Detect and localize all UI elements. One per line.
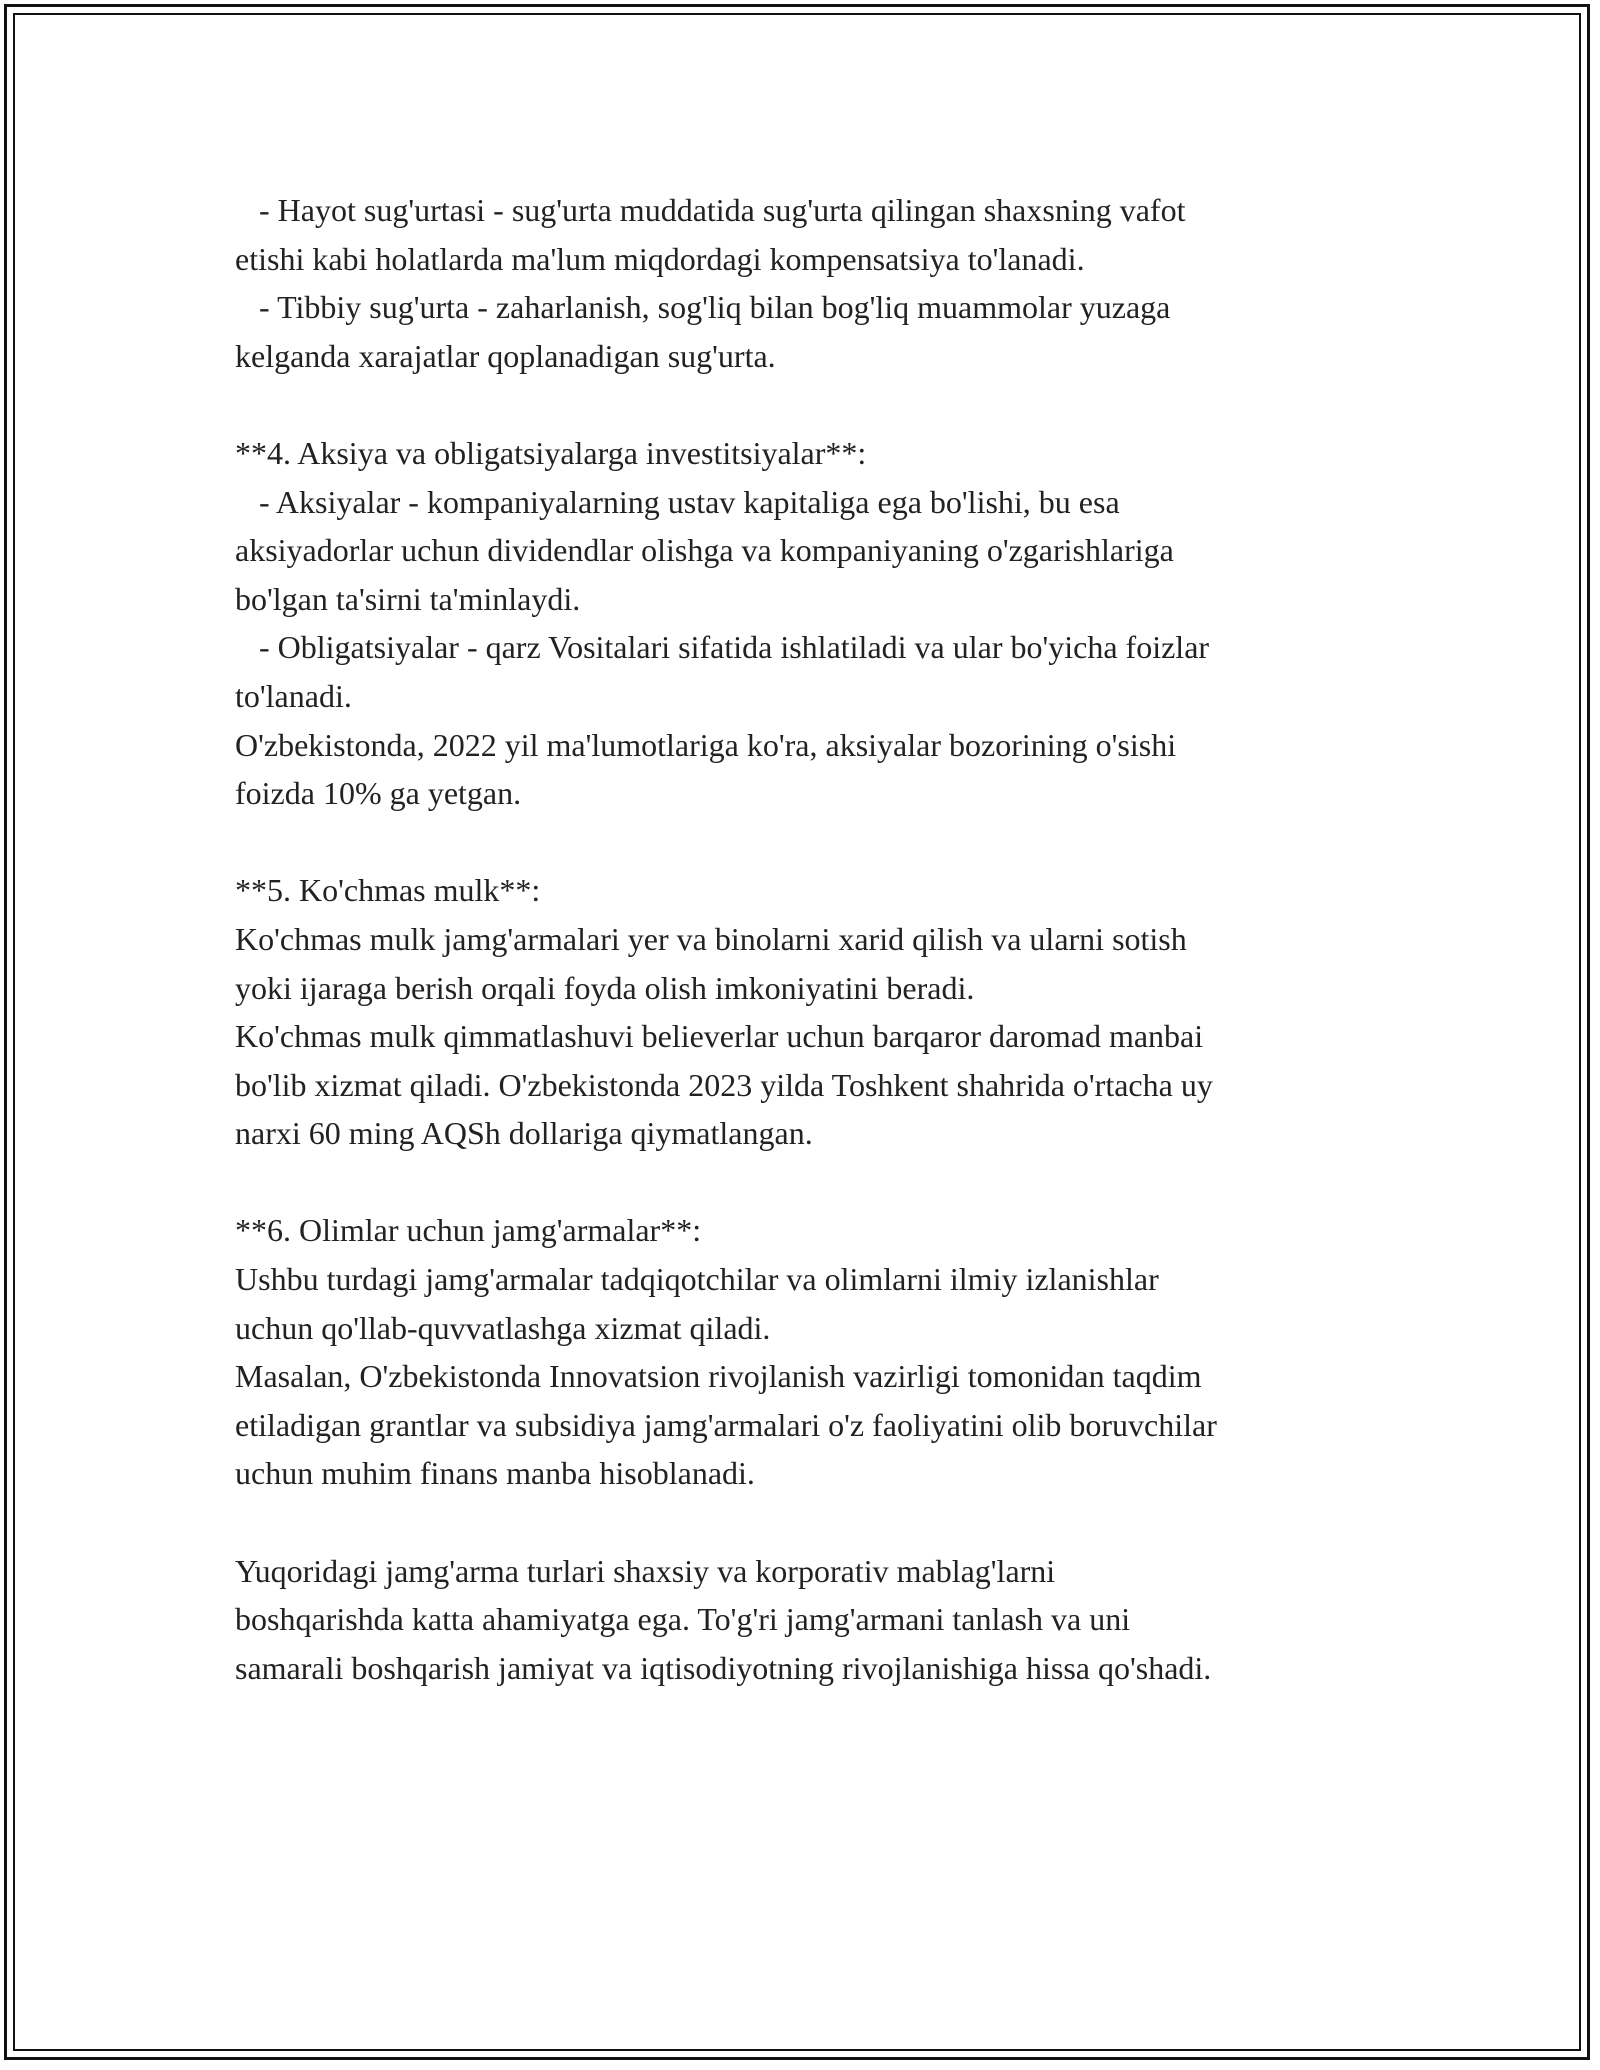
text-line: O'zbekistonda, 2022 yil ma'lumotlariga ko'ra, aksiyalar bozorining o'sishi bbox=[235, 726, 1177, 763]
document-body bbox=[235, 186, 1395, 1692]
text-line: yoki ijaraga berish orqali foyda olish imkoniyatini beradi. bbox=[235, 969, 975, 1006]
text-line: to'lanadi. bbox=[235, 677, 352, 714]
section-heading: **6. Olimlar uchun jamg'armalar**: bbox=[235, 1212, 702, 1249]
text-line: Masalan, O'zbekistonda Innovatsion rivojlanish vazirligi tomonidan taqdim bbox=[235, 1358, 1202, 1395]
text-line: - Tibbiy sug'urta - zaharlanish, sog'liq bilan bog'liq muammolar yuzaga bbox=[235, 289, 1171, 326]
section-heading: **4. Aksiya va obligatsiyalarga investitsiyalar**: bbox=[235, 434, 867, 471]
text-line: Yuqoridagi jamg'arma turlari shaxsiy va korporativ mablag'larni bbox=[235, 1552, 1056, 1589]
section-heading: **5. Ko'chmas mulk**: bbox=[235, 872, 541, 909]
text-line: etiladigan grantlar va subsidiya jamg'armalari o'z faoliyatini olib boruvchilar bbox=[235, 1406, 1217, 1443]
text-line: narxi 60 ming AQSh dollariga qiymatlangan. bbox=[235, 1115, 813, 1152]
blank-line bbox=[235, 380, 1395, 429]
text-line: Ko'chmas mulk qimmatlashuvi believerlar uchun barqaror daromad manbai bbox=[235, 1018, 1204, 1055]
text-line: etishi kabi holatlarda ma'lum miqdordagi kompensatsiya to'lanadi. bbox=[235, 240, 1085, 277]
blank-line bbox=[235, 1158, 1395, 1207]
text-line: aksiyadorlar uchun dividendlar olishga va kompaniyaning o'zgarishlariga bbox=[235, 532, 1174, 569]
text-line: bo'lgan ta'sirni ta'minlaydi. bbox=[235, 580, 581, 617]
blank-line bbox=[235, 818, 1395, 867]
text-line: Ushbu turdagi jamg'armalar tadqiqotchilar va olimlarni ilmiy izlanishlar bbox=[235, 1261, 1159, 1298]
text-line: samarali boshqarish jamiyat va iqtisodiyotning rivojlanishiga hissa qo'shadi. bbox=[235, 1649, 1212, 1686]
blank-line bbox=[235, 1498, 1395, 1547]
text-line: kelganda xarajatlar qoplanadigan sug'urta. bbox=[235, 337, 776, 374]
text-line: uchun qo'llab-quvvatlashga xizmat qiladi. bbox=[235, 1309, 771, 1346]
text-line: Ko'chmas mulk jamg'armalari yer va binolarni xarid qilish va ularni sotish bbox=[235, 920, 1187, 957]
text-line: - Hayot sug'urtasi - sug'urta muddatida sug'urta qilingan shaxsning vafot bbox=[235, 192, 1186, 228]
text-line: foizda 10% ga yetgan. bbox=[235, 775, 522, 812]
text-line: - Obligatsiyalar - qarz Vositalari sifatida ishlatiladi va ular bo'yicha foizlar bbox=[235, 629, 1210, 666]
text-line: - Aksiyalar - kompaniyalarning ustav kapitaliga ega bo'lishi, bu esa bbox=[235, 483, 1120, 520]
text-line: uchun muhim finans manba hisoblanadi. bbox=[235, 1455, 755, 1492]
text-line: boshqarishda katta ahamiyatga ega. To'g'ri jamg'armani tanlash va uni bbox=[235, 1601, 1131, 1638]
text-line: bo'lib xizmat qiladi. O'zbekistonda 2023 yilda Toshkent shahrida o'rtacha uy bbox=[235, 1066, 1213, 1103]
